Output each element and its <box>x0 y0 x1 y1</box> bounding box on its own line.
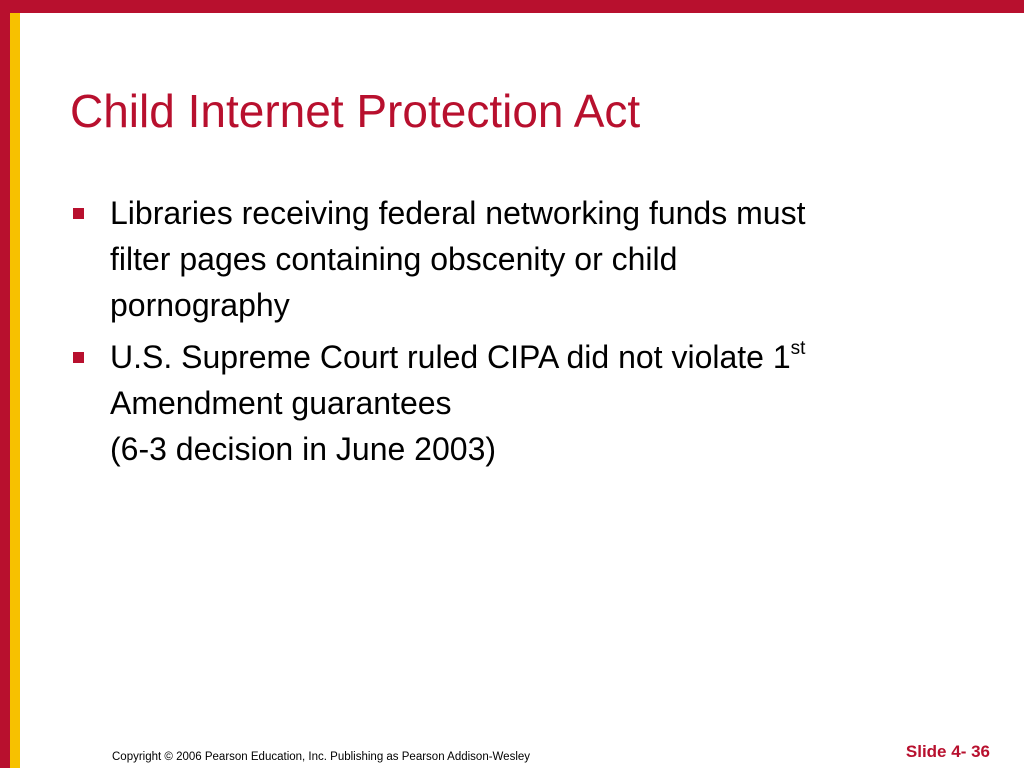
slide-number: Slide 4- 36 <box>905 742 990 761</box>
bullet-line: Amendment guarantees <box>110 385 452 421</box>
slide-title: Child Internet Protection Act <box>70 85 641 137</box>
bullet-line: filter pages containing obscenity or child <box>110 241 678 277</box>
bullet-text <box>110 190 990 328</box>
bullet-list <box>70 190 990 478</box>
bullet-item-libraries <box>70 190 990 328</box>
bullet-line: pornography <box>110 287 290 323</box>
footer-copyright: Copyright © 2006 Pearson Education, Inc. Publishing as Pearson Addison-Wesley <box>112 751 531 763</box>
square-bullet-icon <box>73 208 84 219</box>
left-gold-accent-bar <box>10 13 20 768</box>
bullet-line <box>110 334 990 380</box>
top-accent-bar <box>0 0 1024 13</box>
bullet-text <box>110 334 990 472</box>
bullet-line: (6-3 decision in June 2003) <box>110 431 497 467</box>
bullet-line: Libraries receiving federal networking funds must <box>110 195 806 231</box>
ordinal-superscript: st <box>790 338 806 359</box>
left-red-accent-bar <box>0 0 10 768</box>
bullet-item-supreme-court <box>70 334 990 472</box>
bullet-line-text: U.S. Supreme Court ruled CIPA did not violate 1 <box>110 339 791 375</box>
square-bullet-icon <box>73 352 84 363</box>
